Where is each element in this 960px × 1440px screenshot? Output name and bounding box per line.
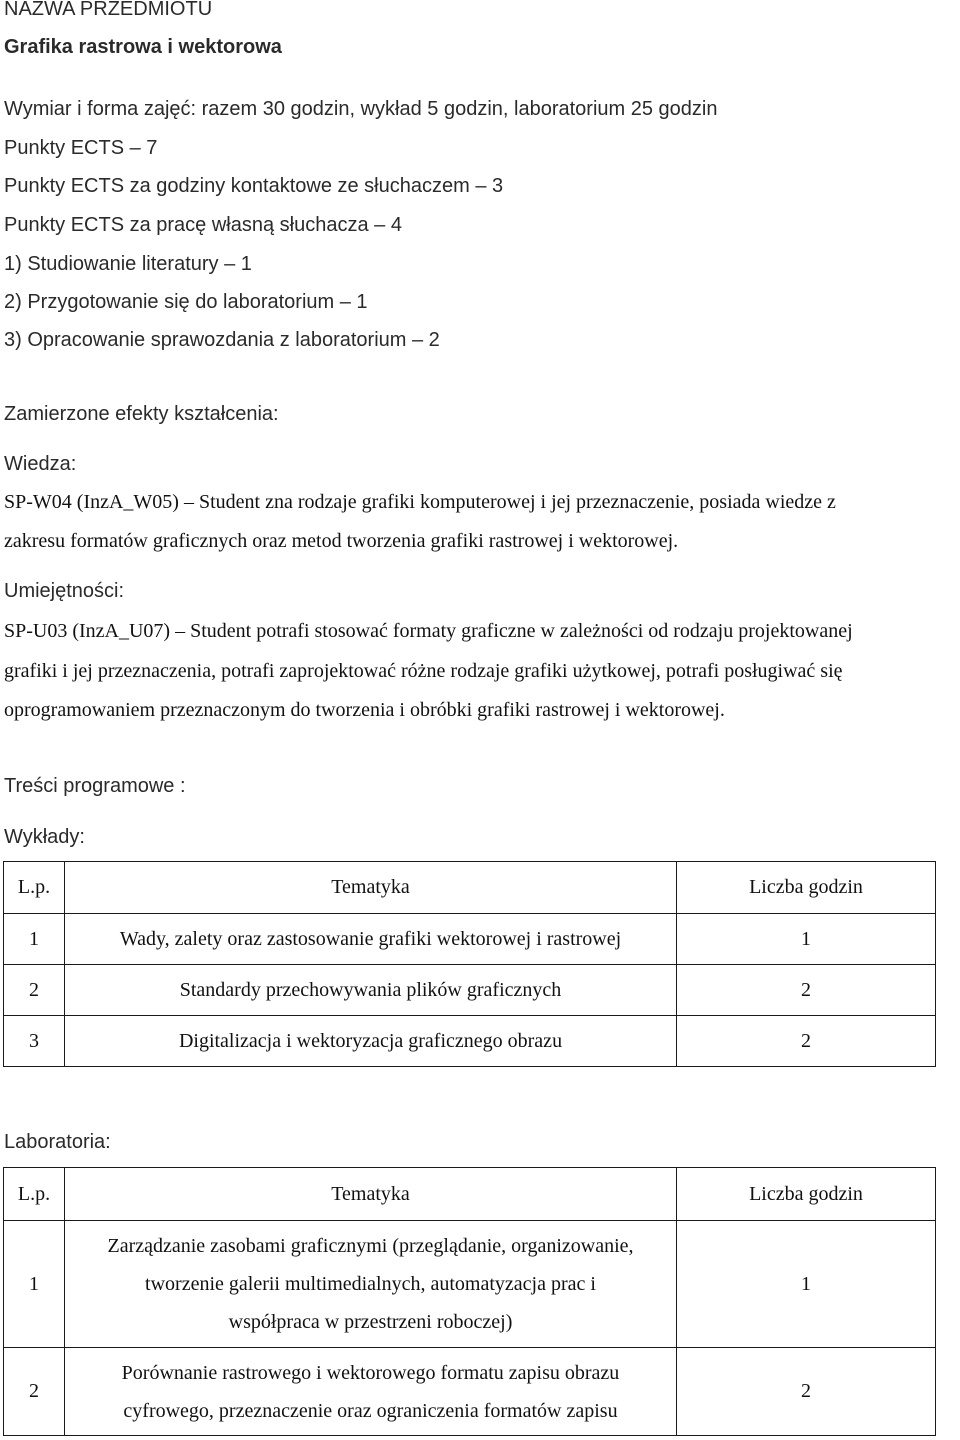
table-header-row (4, 1168, 936, 1221)
row-number: 1 (4, 1221, 65, 1348)
ects-own-work: Punkty ECTS za pracę własną słuchacza – 4 (4, 214, 402, 236)
row-topic (65, 1348, 677, 1436)
row-hours: 1 (677, 1221, 936, 1348)
row-topic: Digitalizacja i wektoryzacja graficznego obrazu (65, 1016, 677, 1067)
learning-outcomes-heading: Zamierzone efekty kształcenia: (4, 403, 279, 425)
header-cell: Tematyka (65, 862, 677, 914)
hours-summary: Wymiar i forma zajęć: razem 30 godzin, wykład 5 godzin, laboratorium 25 godzin (4, 98, 718, 120)
lectures-label: Wykłady: (4, 826, 85, 848)
row-hours: 2 (677, 1348, 936, 1436)
skills-text: SP-U03 (InzA_U07) – Student potrafi stosować formaty graficzne w zależności od rodzaju projektowanej (4, 620, 853, 642)
course-label: NAZWA PRZEDMIOTU (4, 0, 213, 20)
topic-line: tworzenie galerii multimedialnych, automatyzacja prac i (145, 1273, 596, 1295)
row-number: 2 (4, 965, 65, 1016)
row-topic: Wady, zalety oraz zastosowanie grafiki wektorowej i rastrowej (65, 914, 677, 965)
header-cell: L.p. (4, 862, 65, 914)
ects-contact: Punkty ECTS za godziny kontaktowe ze słuchaczem – 3 (4, 175, 504, 197)
header-cell: L.p. (4, 1168, 65, 1221)
topic-line: Porównanie rastrowego i wektorowego formatu zapisu obrazu (121, 1361, 620, 1384)
laboratory-table (3, 1167, 936, 1436)
topic-line: Zarządzanie zasobami graficznymi (przeglądanie, organizowanie, (107, 1235, 634, 1257)
topic-line: współpraca w przestrzeni roboczej) (228, 1311, 513, 1333)
knowledge-label: Wiedza: (4, 453, 77, 475)
program-content-heading: Treści programowe : (4, 775, 186, 797)
skills-text: oprogramowaniem przeznaczonym do tworzenia i obróbki grafiki rastrowej i wektorowej. (4, 699, 725, 721)
row-number: 2 (4, 1348, 65, 1436)
skills-label: Umiejętności: (4, 580, 125, 602)
row-hours: 2 (677, 965, 936, 1016)
header-cell: Tematyka (65, 1168, 677, 1221)
row-hours: 1 (677, 914, 936, 965)
table-row (4, 1016, 936, 1067)
row-topic: Standardy przechowywania plików graficznych (65, 965, 677, 1016)
table-row (4, 914, 936, 965)
row-number: 1 (4, 914, 65, 965)
row-topic (65, 1221, 677, 1348)
header-cell: Liczba godzin (677, 1168, 936, 1221)
header-cell: Liczba godzin (677, 862, 936, 914)
knowledge-text: zakresu formatów graficznych oraz metod tworzenia grafiki rastrowej i wektorowej. (4, 530, 679, 552)
skills-text: grafiki i jej przeznaczenia, potrafi zaprojektować różne rodzaje grafiki użytkowej, potrafi posługiwać się (4, 660, 843, 682)
own-work-item: 1) Studiowanie literatury – 1 (4, 253, 252, 275)
own-work-item: 2) Przygotowanie się do laboratorium – 1 (4, 291, 368, 313)
lectures-table (3, 861, 936, 1067)
row-hours: 2 (677, 1016, 936, 1067)
table-row (4, 1221, 936, 1348)
laboratories-label: Laboratoria: (4, 1131, 111, 1153)
ects-total: Punkty ECTS – 7 (4, 137, 158, 159)
course-title: Grafika rastrowa i wektorowa (4, 36, 282, 58)
table-header-row (4, 862, 936, 914)
table-row (4, 1348, 936, 1436)
row-number: 3 (4, 1016, 65, 1067)
own-work-item: 3) Opracowanie sprawozdania z laboratorium – 2 (4, 329, 440, 351)
table-row (4, 965, 936, 1016)
topic-line: cyfrowego, przeznaczenie oraz ograniczenia formatów zapisu (123, 1399, 618, 1422)
knowledge-text: SP-W04 (InzA_W05) – Student zna rodzaje grafiki komputerowej i jej przeznaczenie, posiada wiedze z (4, 491, 836, 513)
